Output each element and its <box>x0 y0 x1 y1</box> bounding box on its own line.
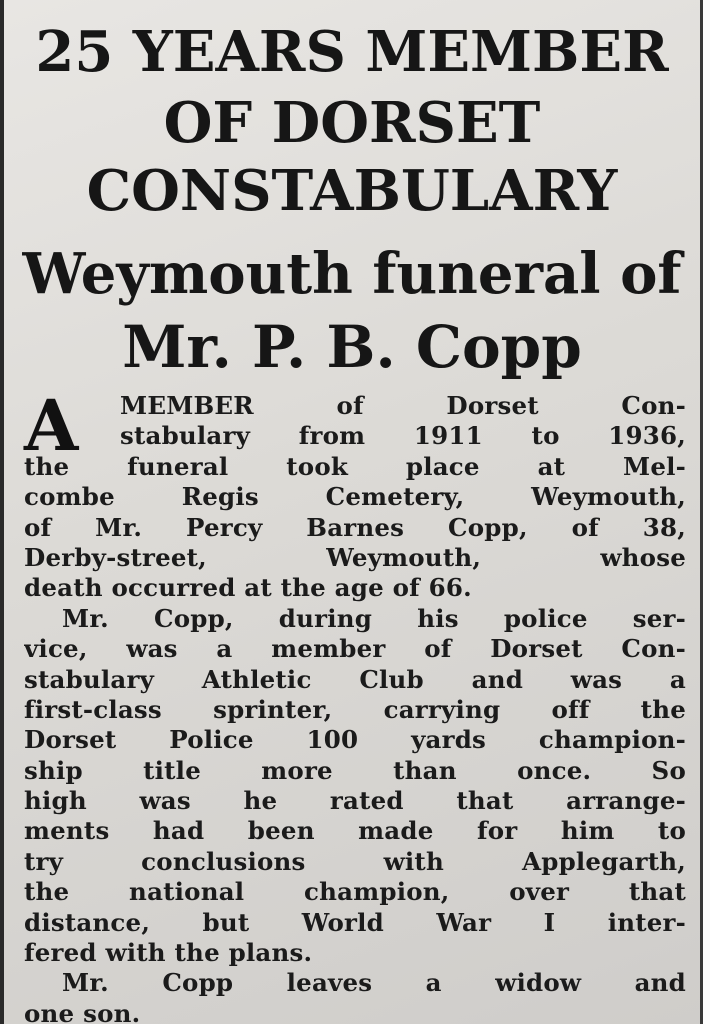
headline-text: Mr. P. B. Copp <box>122 313 582 381</box>
article-line: try conclusions with Applegarth, <box>24 846 686 876</box>
subheadline-line-2 <box>4 313 700 381</box>
article-line: the national champion, over that <box>24 877 686 907</box>
article-line: Dorset Police 100 yards champion- <box>24 725 686 755</box>
headline-line-2 <box>4 90 700 156</box>
headline-text: 25 YEARS MEMBER <box>35 19 669 85</box>
headline-text: Weymouth funeral of <box>22 241 682 307</box>
article-line: stabulary from 1911 to 1936, <box>120 421 686 451</box>
article-line: the funeral took place at Mel- <box>24 451 686 481</box>
article-line: of Mr. Percy Barnes Copp, of 38, <box>24 512 686 542</box>
article-line: Mr. Copp leaves a widow and <box>62 968 686 998</box>
article-line: first-class sprinter, carrying off the <box>24 694 686 724</box>
headline-text: OF DORSET <box>163 90 541 156</box>
headline-line-1 <box>4 19 700 85</box>
article-line: Derby-street, Weymouth, whose <box>24 542 686 572</box>
subheadline-line-1 <box>4 241 700 307</box>
article-line: ments had been made for him to <box>24 816 686 846</box>
headline-text: CONSTABULARY <box>86 158 618 224</box>
article-line: death occurred at the age of 66. <box>24 573 472 603</box>
drop-cap: A <box>24 384 79 467</box>
article-line: stabulary Athletic Club and was a <box>24 664 686 694</box>
article-body <box>24 384 686 1024</box>
article-line: combe Regis Cemetery, Weymouth, <box>24 482 686 512</box>
article-line: high was he rated that arrange- <box>24 786 686 816</box>
article-line: ship title more than once. So <box>24 755 686 785</box>
article-line: MEMBER of Dorset Con- <box>120 391 686 420</box>
article-line: distance, but World War I inter- <box>24 907 686 937</box>
article-line: one son. <box>24 998 141 1024</box>
article-line: vice, was a member of Dorset Con- <box>24 634 686 664</box>
article-line: fered with the plans. <box>24 938 313 968</box>
headline-line-3 <box>4 158 700 224</box>
article-line: Mr. Copp, during his police ser- <box>62 603 686 633</box>
